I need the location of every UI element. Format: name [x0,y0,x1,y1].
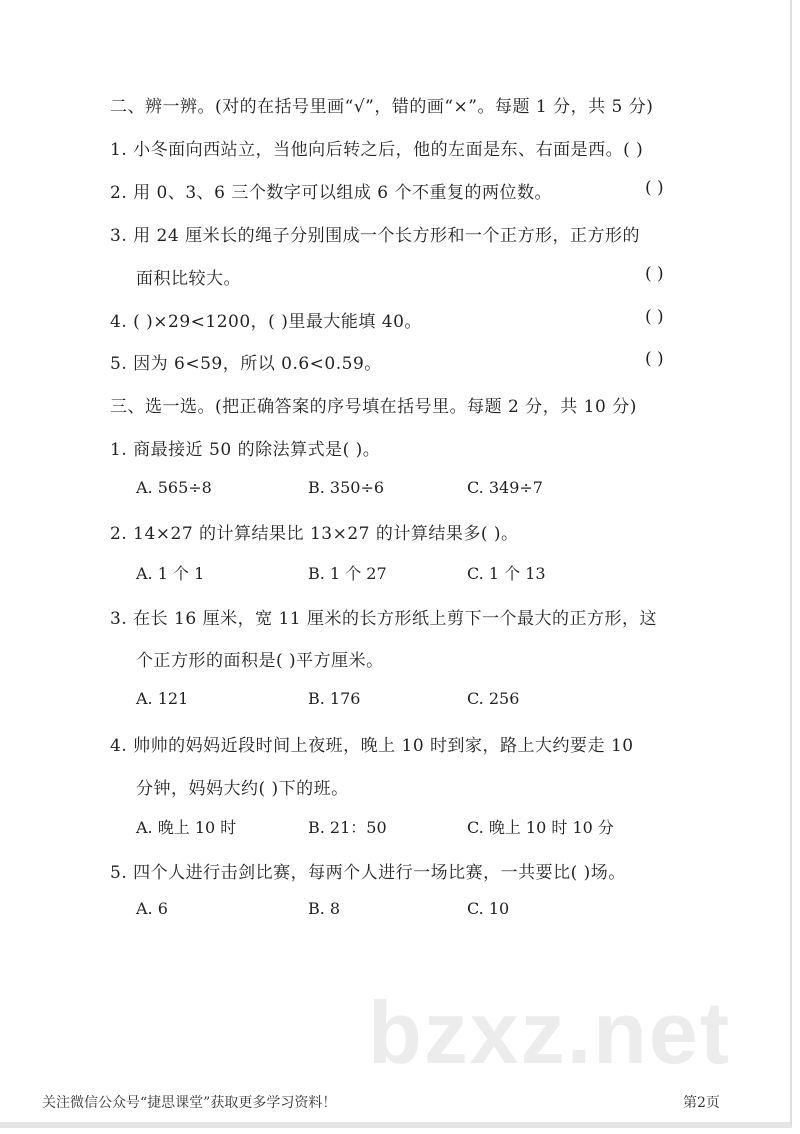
answer-paren: ( ) [645,307,664,327]
question-3-4-cont: 分钟，妈妈大约( )下的班。 [136,779,349,799]
answer-paren: ( ) [645,178,664,198]
option-a: A. 晚上 10 时 [136,818,237,837]
question-3-5: 5. 四个人进行击剑比赛，每两个人进行一场比赛，一共要比( )场。 [110,863,626,883]
option-c: C. 349÷7 [467,478,543,497]
option-a: A. 6 [136,899,168,918]
option-b: B. 8 [308,899,341,918]
question-2-3: 3. 用 24 厘米长的绳子分别围成一个长方形和一个正方形，正方形的 [110,226,641,246]
question-2-4: 4. ( )×29<1200，( )里最大能填 40。 [110,312,422,332]
section2-heading: 二、辨一辨。(对的在括号里画“√”，错的画“×”。每题 1 分，共 5 分) [110,97,654,117]
option-a: A. 121 [136,689,189,708]
question-3-3-cont: 个正方形的面积是( )平方厘米。 [136,651,384,671]
option-a: A. 565÷8 [136,478,212,497]
watermark: bzxz.net [368,983,732,1082]
option-c: C. 10 [467,899,510,918]
answer-paren: ( ) [645,349,664,369]
option-a: A. 1 个 1 [136,564,205,583]
question-3-3: 3. 在长 16 厘米，宽 11 厘米的长方形纸上剪下一个最大的正方形，这 [110,609,658,629]
question-3-1: 1. 商最接近 50 的除法算式是( )。 [110,440,381,460]
question-2-2: 2. 用 0、3、6 三个数字可以组成 6 个不重复的两位数。 [110,183,553,203]
question-2-5: 5. 因为 6<59，所以 0.6<0.59。 [110,354,382,374]
option-b: B. 1 个 27 [308,564,387,583]
option-c: C. 1 个 13 [467,564,546,583]
question-3-2: 2. 14×27 的计算结果比 13×27 的计算结果多( )。 [110,524,519,544]
question-2-3-cont: 面积比较大。 [136,269,241,289]
option-b: B. 21：50 [308,818,387,837]
section3-heading: 三、选一选。(把正确答案的序号填在括号里。每题 2 分，共 10 分) [110,397,637,417]
footer-note: 关注微信公众号“捷思课堂”获取更多学习资料！ [42,1095,337,1111]
option-b: B. 176 [308,689,361,708]
option-c: C. 晚上 10 时 10 分 [467,818,614,837]
page-number: 第2页 [683,1095,720,1111]
question-2-1: 1. 小冬面向西站立，当他向后转之后，他的左面是东、右面是西。( ) [110,140,644,160]
answer-paren: ( ) [645,264,664,284]
option-b: B. 350÷6 [308,478,385,497]
question-3-4: 4. 帅帅的妈妈近段时间上夜班，晚上 10 时到家，路上大约要走 10 [110,736,634,756]
option-c: C. 256 [467,689,520,708]
